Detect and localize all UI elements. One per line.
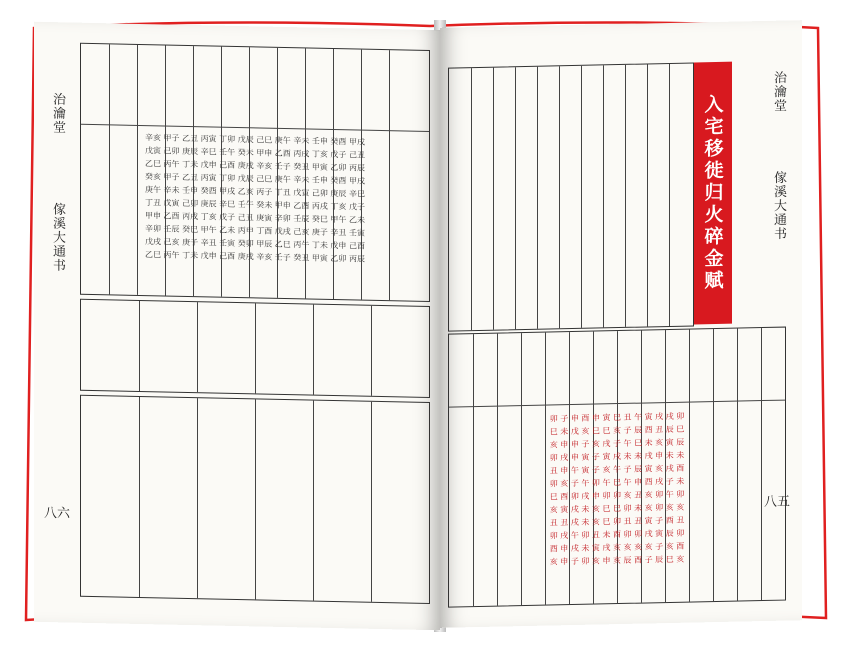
right-verse-table xyxy=(448,62,694,331)
left-page xyxy=(34,22,440,631)
left-lower-table xyxy=(80,395,430,604)
left-upper-table xyxy=(80,43,430,302)
left-studio-name: 治瀹堂 xyxy=(50,92,65,135)
left-table-cell-text: 辛亥 甲子 乙丑 丙寅 丁卯 戊辰 己巳 庚午 辛未 壬申 癸酉 甲戌 戊寅 己卯 庚辰 辛巳 壬午 癸未 甲申 乙酉 丙戌 丁亥 戊子 己丑 乙巳 丙午 丁未 戊申 己酉 庚戌 辛亥 壬子 癸丑 甲寅 乙卯 丙辰 癸亥 甲子 乙丑 丙寅 丁卯 戊辰 己巳 庚午 辛未 壬申 癸酉 甲戌 庚午 辛未 壬申 癸酉 甲戌 乙亥 丙子 丁丑 戊寅 己卯 庚辰 辛巳 丁丑 戊寅 己卯 庚辰 辛巳 壬午 癸未 甲申 乙酉 丙戌 丁亥 戊子 甲申 乙酉 丙戌 丁亥 戊子 己丑 庚寅 辛卯 壬辰 癸巳 甲午 乙未 辛卯 壬辰 癸巳 甲午 乙未 丙申 丁酉 戊戌 己亥 庚子 辛丑 壬寅 戊戌 己亥 庚子 辛丑 壬寅 癸卯 甲辰 乙巳 丙午 丁未 戊申 己酉 乙巳 丙午 丁未 戊申 己酉 庚戌 辛亥 壬子 癸丑 甲寅 乙卯 丙辰 xyxy=(145,133,365,264)
title-banner: 入宅移徙归火碎金赋 xyxy=(694,62,732,325)
right-page-number: 八五 xyxy=(763,494,790,511)
right-table-cell-text: 卯 子 申 酉 申 寅 巳 丑 午 寅 戌 戌 卯 巳 未 戊 亥 巳 巳 亥 子 辰 酉 丑 辰 巳 亥 申 申 子 亥 戌 子 午 巳 未 亥 寅 辰 卯 戌 申 寅 子 寅 戌 未 未 戌 申 未 未 丑 申 午 寅 子 亥 午 子 辰 寅 亥 戌 酉 卯 亥 子 午 卯 午 巳 午 申 酉 戌 子 未 巳 酉 卯 戌 申 卯 卯 亥 丑 亥 卯 午 卯 亥 寅 戌 未 亥 巳 巳 卯 未 亥 卯 亥 亥 丑 丑 戌 未 亥 巳 卯 丑 丑 寅 子 酉 丑 卯 戌 午 卯 丑 未 酉 卯 卯 戌 寅 辰 卯 酉 申 戌 未 寅 戌 亥 亥 亥 亥 子 亥 酉 亥 申 子 卯 亥 申 亥 辰 酉 子 辰 巳 亥 xyxy=(549,411,685,567)
right-lower-table xyxy=(448,327,786,608)
left-page-number: 八六 xyxy=(44,505,71,522)
right-series-title: 傢溪大通书 xyxy=(771,170,786,241)
right-page xyxy=(440,20,802,628)
right-studio-name: 治瀹堂 xyxy=(771,70,786,113)
left-series-title: 傢溪大通书 xyxy=(50,202,65,273)
left-middle-table xyxy=(80,299,430,398)
